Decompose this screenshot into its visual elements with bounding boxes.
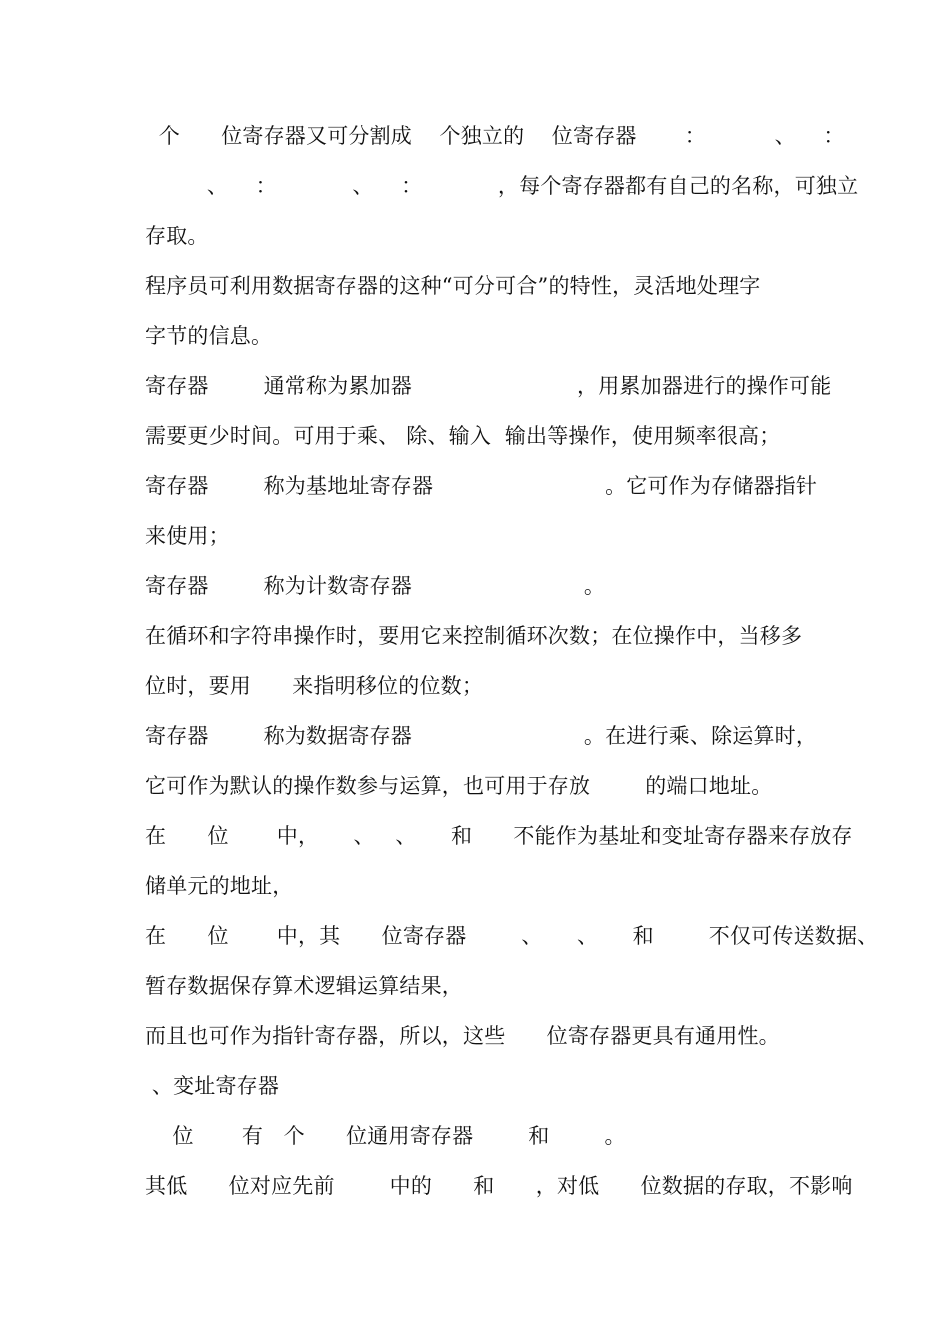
text-line: 在 位 中， 、 、 和 不能作为基址和变址寄存器来存放存 bbox=[145, 824, 853, 848]
text-line: 需要更少时间。可用于乘、 除、输入 输出等操作，使用频率很高； bbox=[145, 424, 781, 448]
text-line: 位 有 个 位通用寄存器 和 。 bbox=[145, 1124, 626, 1148]
text-line: 暂存数据保存算术逻辑运算结果， bbox=[145, 974, 463, 998]
text-line: 它可作为默认的操作数参与运算，也可用于存放 的端口地址。 bbox=[145, 774, 773, 798]
text-line: 寄存器 称为基地址寄存器 。它可作为存储器指针 bbox=[145, 474, 818, 498]
text-line: 寄存器 称为计数寄存器 。 bbox=[145, 574, 606, 598]
text-line: 其低 位对应先前 中的 和 ，对低 位数据的存取，不影响 bbox=[145, 1174, 853, 1198]
text-line: 个 位寄存器又可分割成 个独立的 位寄存器 ： 、 ： bbox=[145, 124, 845, 148]
text-line: 存取。 bbox=[145, 224, 209, 248]
text-line: 、 ： 、 ： ，每个寄存器都有自己的名称，可独立 bbox=[145, 174, 859, 198]
text-line: 在循环和字符串操作时，要用它来控制循环次数；在位操作中，当移多 bbox=[145, 624, 803, 648]
text-line: 程序员可利用数据寄存器的这种“可分可合”的特性，灵活地处理字 bbox=[145, 274, 761, 298]
text-line: 寄存器 称为数据寄存器 。在进行乘、除运算时， bbox=[145, 724, 818, 748]
section-heading: 、变址寄存器 bbox=[145, 1074, 280, 1098]
text-line: 寄存器 通常称为累加器 ，用累加器进行的操作可能 bbox=[145, 374, 832, 398]
text-line: 而且也可作为指针寄存器，所以，这些 位寄存器更具有通用性。 bbox=[145, 1024, 780, 1048]
text-line: 储单元的地址， bbox=[145, 874, 294, 898]
text-line: 位时，要用 来指明移位的位数； bbox=[145, 674, 484, 698]
text-line: 来使用； bbox=[145, 524, 230, 548]
text-line: 字节的信息。 bbox=[145, 324, 273, 348]
text-line: 在 位 中，其 位寄存器 、 、 和 不仅可传送数据、 bbox=[145, 924, 879, 948]
